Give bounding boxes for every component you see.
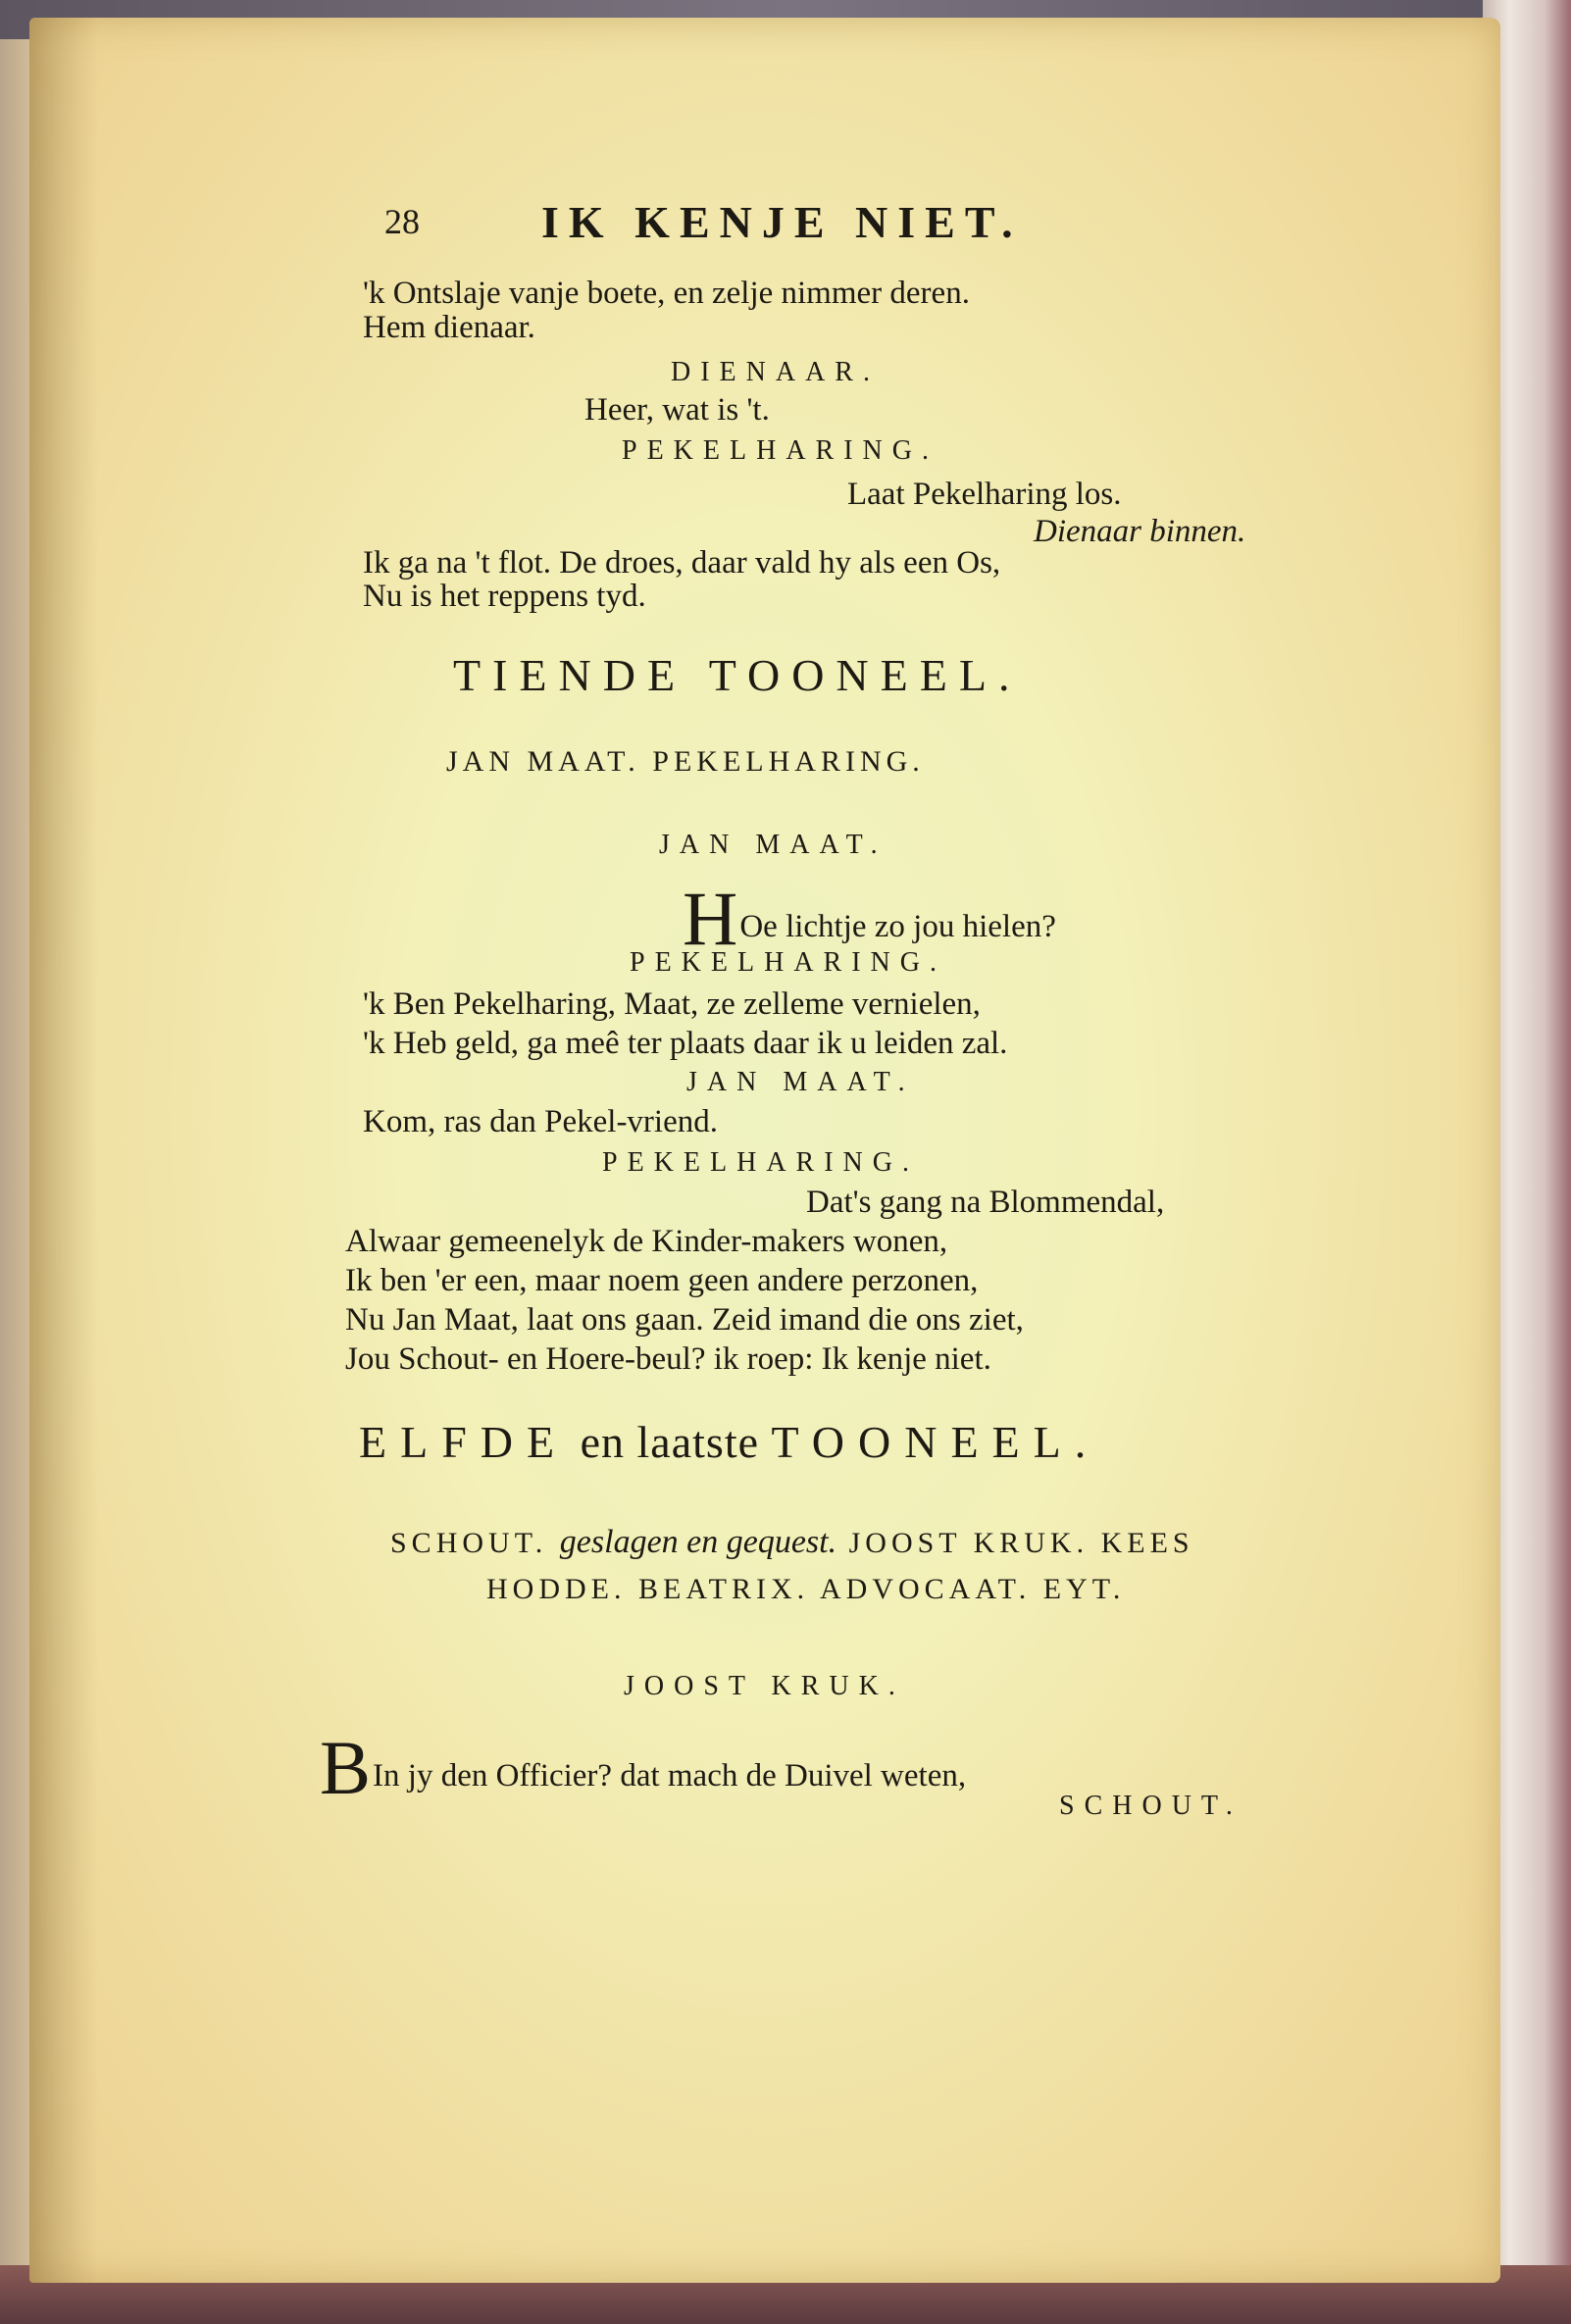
verse-line: Dat's gang na Blommendal, — [806, 1185, 1165, 1220]
verse-line-with-initial — [320, 1725, 967, 1810]
verse-line: Nu is het reppens tyd. — [363, 579, 646, 614]
speaker-name: PEKELHARING. — [622, 435, 938, 466]
stage-direction: geslagen en gequest. — [559, 1524, 837, 1560]
verse-text: Oe lichtje zo jou hielen? — [739, 909, 1056, 944]
speaker-name: JAN MAAT. — [659, 830, 887, 860]
verse-line: 'k Ben Pekelharing, Maat, ze zelleme vernielen, — [363, 986, 981, 1022]
cast-name: SCHOUT. — [390, 1527, 548, 1559]
speaker-name: PEKELHARING. — [630, 947, 946, 978]
drop-capital: H — [683, 876, 738, 961]
verse-text: In jy den Officier? dat mach de Duivel weten, — [373, 1758, 967, 1794]
scene-heading — [359, 1417, 1100, 1467]
catchword: SCHOUT. — [1059, 1791, 1242, 1821]
scene-cast-list: JAN MAAT. PEKELHARING. — [446, 745, 925, 778]
verse-line-with-initial — [683, 876, 1056, 961]
verse-line: Heer, wat is 't. — [584, 392, 770, 428]
verse-line: Ik ben 'er een, maar noem geen andere perzonen, — [345, 1263, 979, 1298]
scene-cast-list — [390, 1526, 1194, 1559]
speaker-name: PEKELHARING. — [602, 1147, 919, 1178]
drop-capital: B — [320, 1725, 372, 1810]
book-page — [29, 18, 1500, 2283]
cast-name: JOOST KRUK. KEES — [848, 1527, 1194, 1559]
running-title: IK KENJE NIET. — [541, 197, 1023, 247]
scene-heading: TIENDE TOONEEL. — [453, 650, 1022, 700]
verse-line: Ik ga na 't flot. De droes, daar vald hy als een Os, — [363, 545, 1001, 581]
speaker-name: JAN MAAT. — [686, 1067, 915, 1097]
scene-cast-list-continued: HODDE. BEATRIX. ADVOCAAT. EYT. — [486, 1573, 1126, 1605]
scene-heading-part: TOONEEL. — [771, 1417, 1100, 1467]
speaker-name: DIENAAR. — [671, 357, 880, 387]
gutter-shadow — [29, 18, 98, 2283]
verse-line: Jou Schout- en Hoere-beul? ik roep: Ik kenje niet. — [345, 1341, 991, 1377]
verse-line: Hem dienaar. — [363, 310, 535, 345]
verse-line: Laat Pekelharing los. — [847, 477, 1122, 512]
verse-line: Nu Jan Maat, laat ons gaan. Zeid imand die ons ziet, — [345, 1302, 1024, 1338]
stage-direction: Dienaar binnen. — [1034, 514, 1246, 549]
verse-line: Alwaar gemeenelyk de Kinder-makers wonen, — [345, 1224, 948, 1259]
page-number: 28 — [384, 202, 420, 241]
scene-heading-part: ELFDE — [359, 1417, 569, 1467]
speaker-name: JOOST KRUK. — [624, 1671, 905, 1701]
verse-line: 'k Heb geld, ga meê ter plaats daar ik u leiden zal. — [363, 1026, 1008, 1061]
scene-heading-part: en laatste — [580, 1417, 760, 1467]
verse-line: Kom, ras dan Pekel-vriend. — [363, 1104, 718, 1139]
verse-line: 'k Ontslaje vanje boete, en zelje nimmer deren. — [363, 276, 970, 311]
